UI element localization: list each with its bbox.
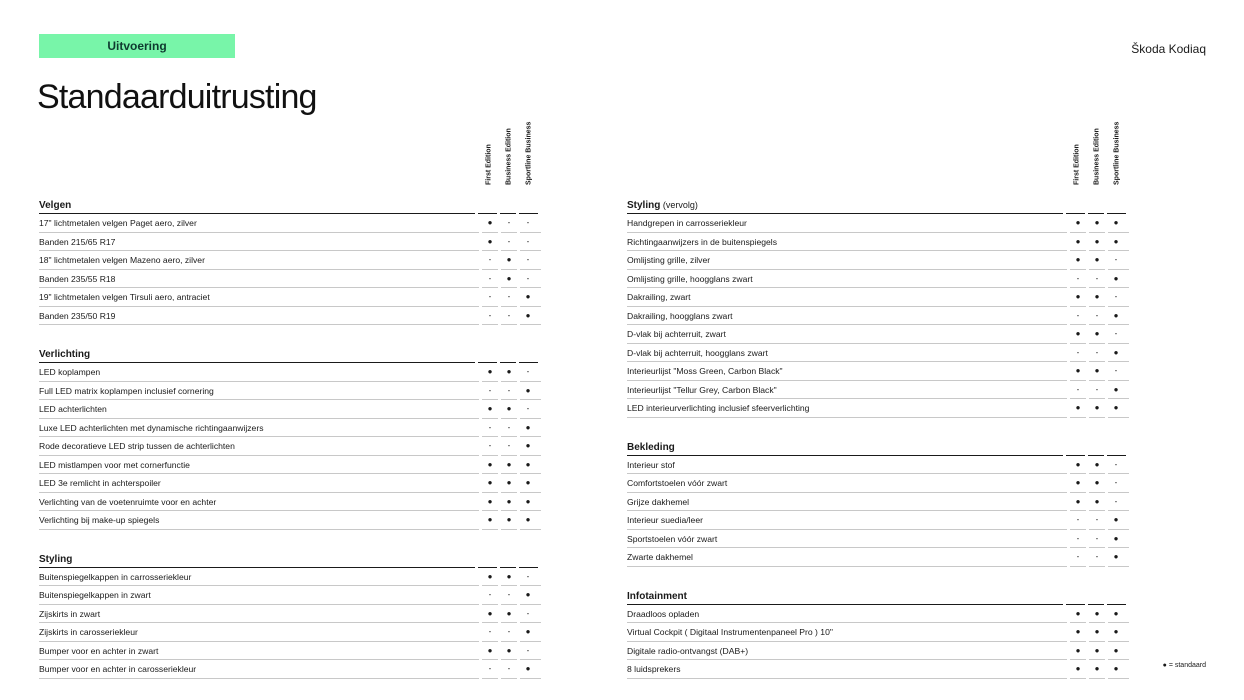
section-header — [627, 438, 1129, 456]
availability-cell: - — [1095, 273, 1099, 283]
availability-cell: - — [1076, 347, 1080, 357]
availability-cell: ● — [525, 664, 531, 673]
row-label: LED mistlampen voor met cornerfunctie — [39, 459, 190, 470]
availability-cell: ● — [1094, 403, 1100, 412]
section-name: Velgen — [39, 200, 72, 211]
availability-cell: ● — [1075, 608, 1081, 618]
availability-cell: - — [1114, 459, 1118, 469]
section-gap — [39, 530, 541, 550]
table-row — [39, 605, 541, 624]
column-header-label: Business Edition — [505, 128, 513, 185]
availability-cell: - — [1114, 478, 1118, 487]
table-row — [39, 456, 541, 475]
availability-cell: - — [507, 627, 511, 636]
availability-cell: ● — [487, 404, 493, 413]
section-header — [39, 196, 541, 214]
table-row — [627, 307, 1129, 326]
availability-cell: ● — [487, 515, 493, 524]
availability-cell: ● — [487, 367, 493, 376]
section-title — [627, 200, 698, 211]
row-label: D-vlak bij achterruit, zwart — [627, 329, 726, 339]
section-name: Infotainment — [627, 590, 687, 602]
availability-cell: ● — [525, 496, 531, 506]
row-label: Bumper voor en achter in zwart — [39, 645, 159, 656]
availability-cell: ● — [525, 310, 531, 320]
availability-cell: ● — [525, 590, 531, 599]
availability-cell: - — [1095, 310, 1099, 320]
availability-cell: ● — [1075, 255, 1081, 264]
availability-cell: - — [488, 385, 492, 395]
availability-cell: ● — [506, 367, 512, 376]
availability-cell: - — [507, 292, 511, 301]
table-row — [627, 381, 1129, 400]
row-label: LED koplampen — [39, 367, 101, 377]
availability-cell: - — [488, 310, 492, 320]
availability-cell: ● — [1094, 664, 1100, 673]
availability-cell: ● — [1094, 329, 1100, 338]
row-label: Full LED matrix koplampen inclusief cornering — [39, 385, 214, 396]
section-verlichting — [39, 345, 541, 530]
section-header — [39, 345, 541, 363]
row-rule-gap — [517, 324, 520, 325]
availability-cell: - — [1076, 384, 1080, 394]
table-row — [627, 605, 1129, 624]
availability-cell: ● — [1075, 403, 1081, 412]
section-tag: Uitvoering — [39, 34, 235, 58]
row-rule-gap — [479, 529, 482, 530]
row-label: Rode decoratieve LED strip tussen de achterlichten — [39, 441, 235, 451]
availability-cell: ● — [487, 645, 493, 655]
availability-cell: ● — [506, 571, 512, 581]
row-rule-gap — [517, 529, 520, 530]
availability-cell: - — [1095, 347, 1099, 357]
availability-cell: ● — [506, 404, 512, 413]
column-header — [1069, 120, 1085, 192]
availability-cell: ● — [525, 292, 531, 301]
row-label: Banden 235/55 R18 — [39, 273, 116, 284]
section-gap — [627, 567, 1129, 587]
table-row — [39, 586, 541, 605]
row-label: Interieurlijst "Moss Green, Carbon Black" — [627, 366, 783, 376]
table-row — [627, 251, 1129, 270]
column-header — [1089, 120, 1105, 192]
availability-cell: - — [1076, 273, 1080, 283]
availability-cell: ● — [1075, 329, 1081, 338]
availability-cell: ● — [525, 422, 531, 432]
availability-cell: ● — [1075, 664, 1081, 673]
availability-cell: ● — [525, 441, 531, 450]
availability-cell: ● — [1113, 347, 1119, 357]
availability-cell: ● — [1075, 496, 1081, 506]
row-label: Luxe LED achterlichten met dynamische richtingaanwijzers — [39, 422, 264, 433]
row-rule-gap — [498, 324, 501, 325]
availability-cell: ● — [1113, 552, 1119, 561]
page-title: Standaarduitrusting — [37, 78, 317, 116]
availability-cell: ● — [1094, 255, 1100, 264]
availability-cell: ● — [506, 255, 512, 264]
availability-cell: - — [526, 645, 530, 655]
availability-cell: ● — [487, 608, 493, 618]
section-title — [39, 554, 72, 565]
availability-cell: - — [1114, 329, 1118, 338]
table-row — [627, 344, 1129, 363]
column-header-label: First Edition — [485, 144, 493, 185]
row-label: LED achterlichten — [39, 404, 107, 414]
availability-cell: - — [488, 627, 492, 636]
availability-cell: ● — [506, 515, 512, 524]
availability-cell: ● — [487, 218, 493, 227]
row-label: Sportstoelen vóór zwart — [627, 533, 718, 544]
row-label: 19" lichtmetalen velgen Tirsuli aero, antraciet — [39, 292, 210, 302]
availability-cell: ● — [506, 478, 512, 487]
section-gap — [39, 325, 541, 345]
row-label: Comfortstoelen vóór zwart — [627, 478, 728, 488]
table-row — [39, 270, 541, 289]
table-row — [627, 288, 1129, 307]
section-styling — [39, 550, 541, 679]
availability-cell: ● — [1094, 236, 1100, 246]
row-label: Buitenspiegelkappen in carrosseriekleur — [39, 571, 192, 582]
table-row — [627, 660, 1129, 679]
column-header-label: Sportline Business — [525, 121, 533, 185]
availability-cell: ● — [525, 459, 531, 469]
row-rule-gap — [1067, 417, 1070, 418]
row-rule-gap — [498, 678, 501, 679]
table-row — [39, 437, 541, 456]
row-rule-gap — [1067, 678, 1070, 679]
availability-cell: ● — [1094, 459, 1100, 469]
availability-cell: - — [526, 367, 530, 376]
row-label: Digitale radio-ontvangst (DAB+) — [627, 645, 749, 656]
table-row — [39, 568, 541, 587]
availability-cell: - — [488, 273, 492, 283]
section-header — [627, 587, 1129, 605]
row-rule-gap — [1105, 417, 1108, 418]
availability-cell: ● — [1113, 627, 1119, 636]
section-infotainment — [627, 587, 1129, 679]
availability-cell: ● — [525, 515, 531, 524]
availability-cell: - — [1076, 552, 1080, 561]
table-row — [39, 288, 541, 307]
availability-cell: - — [1114, 292, 1118, 301]
availability-cell: - — [488, 664, 492, 673]
table-row — [627, 214, 1129, 233]
availability-cell: - — [1076, 310, 1080, 320]
availability-cell: - — [526, 255, 530, 264]
table-row — [39, 419, 541, 438]
section-subtitle: (vervolg) — [660, 200, 698, 210]
row-rule-gap — [498, 529, 501, 530]
row-label: Interieurlijst "Tellur Grey, Carbon Black" — [627, 384, 777, 395]
equipment-column-right — [627, 196, 1129, 679]
table-row — [627, 474, 1129, 493]
availability-cell: ● — [487, 236, 493, 246]
table-row — [39, 511, 541, 530]
row-label: Buitenspiegelkappen in zwart — [39, 590, 151, 600]
row-label: Dakrailing, hoogglans zwart — [627, 310, 733, 321]
row-label: Zijskirts in carosseriekleur — [39, 627, 138, 637]
table-row — [627, 511, 1129, 530]
availability-cell: ● — [487, 459, 493, 469]
table-row — [39, 642, 541, 661]
availability-cell: - — [507, 218, 511, 227]
availability-cell: ● — [1113, 515, 1119, 524]
availability-cell: ● — [1094, 478, 1100, 487]
row-label: Bumper voor en achter in carosseriekleur — [39, 664, 197, 674]
availability-cell: ● — [1113, 403, 1119, 412]
availability-cell: - — [488, 441, 492, 450]
availability-cell: ● — [1075, 218, 1081, 227]
availability-cell: - — [1114, 366, 1118, 375]
availability-cell: ● — [506, 645, 512, 655]
availability-cell: ● — [1075, 459, 1081, 469]
section-name: Bekleding — [627, 441, 675, 453]
availability-cell: ● — [1094, 645, 1100, 655]
availability-cell: ● — [1113, 664, 1119, 673]
availability-cell: ● — [1075, 478, 1081, 487]
column-header — [521, 120, 537, 192]
row-label: Banden 215/65 R17 — [39, 236, 116, 247]
row-label: Interieur suedia/leer — [627, 515, 703, 525]
availability-cell: ● — [1113, 533, 1119, 543]
table-row — [39, 214, 541, 233]
availability-cell: ● — [1113, 608, 1119, 618]
table-row — [627, 233, 1129, 252]
table-row — [627, 548, 1129, 567]
table-row — [39, 400, 541, 419]
section-velgen — [39, 196, 541, 325]
availability-cell: ● — [506, 273, 512, 283]
availability-cell: - — [1076, 515, 1080, 524]
availability-cell: ● — [525, 385, 531, 395]
column-header-label: Sportline Business — [1113, 121, 1121, 185]
availability-cell: - — [1114, 496, 1118, 506]
availability-cell: ● — [506, 459, 512, 469]
row-label: LED 3e remlicht in achterspoiler — [39, 478, 161, 488]
row-label: Interieur stof — [627, 459, 675, 470]
availability-cell: ● — [1113, 218, 1119, 227]
availability-cell: ● — [1075, 645, 1081, 655]
row-rule-gap — [479, 678, 482, 679]
section-name: Styling — [627, 200, 661, 211]
availability-cell: ● — [1113, 236, 1119, 246]
availability-cell: ● — [1113, 645, 1119, 655]
availability-cell: ● — [1094, 366, 1100, 375]
section-styling — [627, 196, 1129, 418]
availability-cell: - — [1095, 533, 1099, 543]
row-label: LED interieurverlichting inclusief sfeerverlichting — [627, 403, 810, 413]
row-label: 18" lichtmetalen velgen Mazeno aero, zilver — [39, 255, 205, 265]
availability-cell: - — [507, 590, 511, 599]
row-rule-gap — [517, 678, 520, 679]
row-label: Omlijsting grille, hoogglans zwart — [627, 273, 753, 284]
row-label: Draadloos opladen — [627, 608, 700, 619]
availability-cell: - — [526, 404, 530, 413]
row-label: Handgrepen in carrosseriekleur — [627, 218, 747, 228]
availability-cell: - — [526, 236, 530, 246]
table-row — [39, 382, 541, 401]
availability-cell: ● — [1094, 292, 1100, 301]
table-row — [39, 474, 541, 493]
row-rule-gap — [1067, 566, 1070, 567]
row-label: Verlichting van de voetenruimte voor en achter — [39, 496, 217, 507]
availability-cell: - — [507, 422, 511, 432]
row-label: Zwarte dakhemel — [627, 552, 693, 562]
section-title — [39, 200, 71, 211]
availability-cell: - — [1076, 533, 1080, 543]
row-rule-gap — [1086, 417, 1089, 418]
row-rule-gap — [1086, 678, 1089, 679]
availability-cell: - — [526, 608, 530, 618]
row-label: Richtingaanwijzers in de buitenspiegels — [627, 236, 778, 247]
availability-cell: ● — [525, 478, 531, 487]
availability-cell: ● — [1094, 218, 1100, 227]
equipment-column-left — [39, 196, 541, 679]
row-label: Virtual Cockpit ( Digitaal Instrumentenpaneel Pro ) 10" — [627, 627, 833, 637]
table-row — [39, 307, 541, 326]
column-header — [481, 120, 497, 192]
row-rule-gap — [1086, 566, 1089, 567]
section-name: Verlichting — [39, 349, 91, 360]
availability-cell: - — [1095, 384, 1099, 394]
section-title — [39, 349, 90, 360]
row-rule-gap — [479, 324, 482, 325]
availability-cell: ● — [487, 478, 493, 487]
section-header — [627, 196, 1129, 214]
availability-cell: - — [1114, 255, 1118, 264]
table-row — [627, 325, 1129, 344]
table-row — [627, 642, 1129, 661]
availability-cell: ● — [506, 608, 512, 618]
row-label: D-vlak bij achterruit, hoogglans zwart — [627, 347, 768, 358]
brand-name: Škoda Kodiaq — [1131, 42, 1206, 56]
availability-cell: ● — [1075, 236, 1081, 246]
availability-cell: ● — [1113, 384, 1119, 394]
availability-cell: - — [488, 255, 492, 264]
section-title — [627, 442, 675, 453]
table-row — [627, 270, 1129, 289]
availability-cell: - — [507, 236, 511, 246]
table-row — [627, 493, 1129, 512]
availability-cell: ● — [1094, 608, 1100, 618]
row-label: Dakrailing, zwart — [627, 292, 691, 302]
availability-cell: ● — [1075, 366, 1081, 375]
section-gap — [627, 418, 1129, 438]
row-label: Verlichting bij make-up spiegels — [39, 515, 160, 525]
table-row — [627, 623, 1129, 642]
column-header-label: First Edition — [1073, 144, 1081, 185]
availability-cell: - — [526, 218, 530, 227]
availability-cell: ● — [487, 496, 493, 506]
column-header — [501, 120, 517, 192]
availability-cell: ● — [487, 571, 493, 581]
row-label: 17" lichtmetalen velgen Paget aero, zilver — [39, 218, 197, 228]
availability-cell: ● — [1075, 627, 1081, 636]
table-row — [627, 530, 1129, 549]
section-header — [39, 550, 541, 568]
column-header-label: Business Edition — [1093, 128, 1101, 185]
availability-cell: - — [488, 422, 492, 432]
row-label: 8 luidsprekers — [627, 664, 681, 674]
section-bekleding — [627, 438, 1129, 567]
availability-cell: ● — [506, 496, 512, 506]
table-row — [39, 251, 541, 270]
availability-cell: - — [507, 310, 511, 320]
availability-cell: ● — [1094, 627, 1100, 636]
table-row — [627, 399, 1129, 418]
availability-cell: - — [526, 571, 530, 581]
section-title — [627, 591, 687, 602]
availability-cell: - — [526, 273, 530, 283]
availability-cell: ● — [1113, 273, 1119, 283]
row-label: Omlijsting grille, zilver — [627, 255, 711, 265]
availability-cell: - — [1095, 552, 1099, 561]
availability-cell: ● — [1075, 292, 1081, 301]
availability-cell: - — [488, 590, 492, 599]
row-label: Banden 235/50 R19 — [39, 310, 116, 321]
table-row — [627, 362, 1129, 381]
row-rule-gap — [1105, 678, 1108, 679]
table-row — [39, 363, 541, 382]
table-row — [39, 493, 541, 512]
row-label: Zijskirts in zwart — [39, 608, 101, 619]
availability-cell: - — [507, 664, 511, 673]
availability-cell: ● — [525, 627, 531, 636]
availability-cell: ● — [1113, 310, 1119, 320]
row-rule-gap — [1105, 566, 1108, 567]
availability-cell: - — [488, 292, 492, 301]
table-row — [39, 233, 541, 252]
column-header — [1109, 120, 1125, 192]
legend: ● = standaard — [1162, 662, 1206, 669]
table-row — [627, 456, 1129, 475]
table-row — [39, 660, 541, 679]
row-label: Grijze dakhemel — [627, 496, 690, 507]
availability-cell: - — [507, 385, 511, 395]
availability-cell: ● — [1094, 496, 1100, 506]
section-name: Styling — [39, 553, 73, 565]
availability-cell: - — [1095, 515, 1099, 524]
table-row — [39, 623, 541, 642]
availability-cell: - — [507, 441, 511, 450]
